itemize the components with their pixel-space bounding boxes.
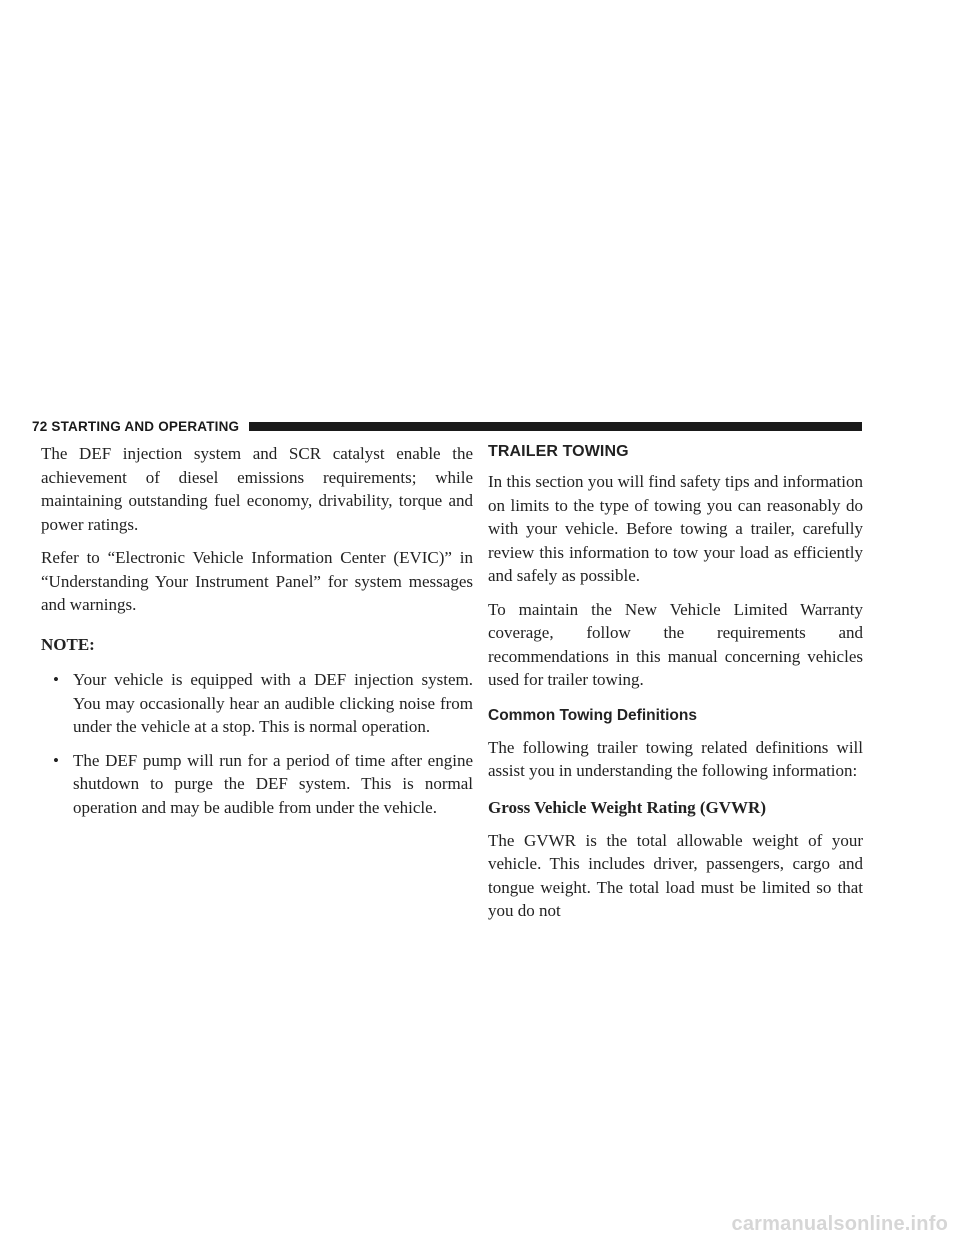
evic-reference-paragraph: Refer to “Electronic Vehicle Information Center (EVIC)” in “Understanding Your Instrument Panel” for system messages and warnings. bbox=[41, 548, 473, 614]
gvwr-title: Gross Vehicle Weight Rating (GVWR) bbox=[488, 797, 766, 817]
gvwr-paragraph: The GVWR is the total allowable weight of your vehicle. This includes driver, passengers, cargo and tongue weight. The total load must be limited so that you do not bbox=[488, 830, 863, 920]
header-rule bbox=[249, 422, 862, 431]
def-paragraph: The DEF injection system and SCR catalyst enable the achievement of diesel emissions requirements; while maintaining outstanding fuel economy, drivability, torque and power ratings. bbox=[41, 444, 473, 534]
bullet-icon: • bbox=[53, 750, 59, 770]
towing-intro-paragraph: In this section you will find safety tips and information on limits to the type of towing you can reasonably do with your vehicle. Before towing a trailer, carefully review this information to tow your load as efficiently and safely as possible. bbox=[488, 472, 863, 585]
right-column bbox=[488, 442, 863, 933]
page-number-and-section: 72 STARTING AND OPERATING bbox=[32, 418, 240, 434]
note-list bbox=[41, 668, 473, 819]
page-header bbox=[32, 416, 862, 436]
left-column bbox=[41, 442, 473, 829]
subsection-title: Common Towing Definitions bbox=[488, 706, 697, 724]
note-heading: NOTE: bbox=[41, 634, 95, 654]
warranty-paragraph: To maintain the New Vehicle Limited Warranty coverage, follow the requirements and recommendations in this manual concerning vehicles used for trailer towing. bbox=[488, 599, 863, 689]
list-item-text: The DEF pump will run for a period of time after engine shutdown to purge the DEF system. This is normal operation and may be audible from under the vehicle. bbox=[73, 750, 473, 817]
bullet-icon: • bbox=[53, 670, 59, 689]
list-item bbox=[41, 668, 473, 739]
section-title: TRAILER TOWING bbox=[488, 443, 629, 460]
list-item bbox=[41, 749, 473, 820]
list-item-text: Your vehicle is equipped with a DEF injection system. You may occasionally hear an audible clicking noise from under the vehicle at a stop. This is normal operation. bbox=[73, 670, 473, 736]
definitions-intro-paragraph: The following trailer towing related definitions will assist you in understanding the following information: bbox=[488, 737, 863, 780]
watermark: carmanualsonline.info bbox=[731, 1213, 948, 1235]
